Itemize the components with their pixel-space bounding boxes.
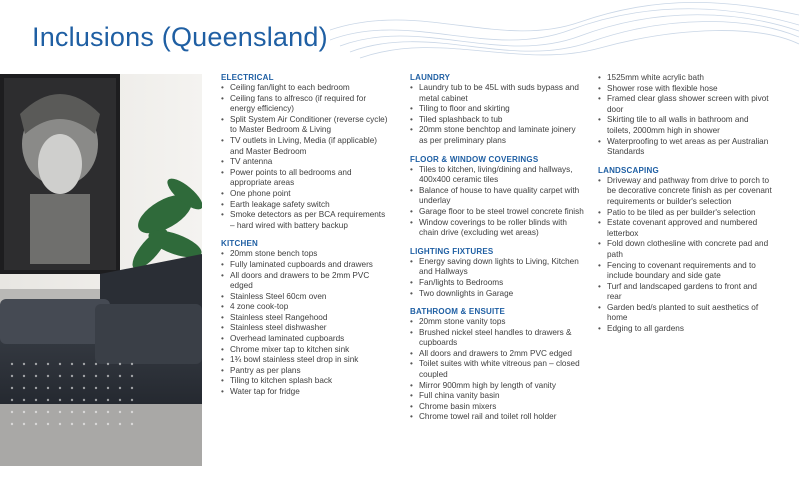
column-3 [598, 73, 773, 343]
list-item: • Stainless steel dishwasher [221, 323, 391, 334]
page-title: Inclusions (Queensland) [32, 22, 328, 52]
list-item: • Smoke detectors as per BCA requirements – hard wired with battery backup [221, 210, 391, 231]
list-item: • Laundry tub to be 45L with suds bypass and metal cabinet [410, 83, 585, 104]
list-item: • Ceiling fan/light to each bedroom [221, 83, 391, 94]
section-title: LIGHTING FIXTURES [410, 246, 494, 256]
list-item: • Pantry as per plans [221, 366, 391, 377]
list-item: • Garage floor to be steel trowel concrete finish [410, 207, 585, 218]
item-list [221, 83, 391, 231]
list-item: • All doors and drawers to be 2mm PVC edged [221, 271, 391, 292]
list-item: • Water tap for fridge [221, 387, 391, 398]
list-item: • 20mm stone bench tops [221, 249, 391, 260]
list-item: • Garden bed/s planted to suit aesthetics of home [598, 303, 773, 324]
list-item: • Stainless steel Rangehood [221, 313, 391, 324]
item-list [221, 249, 391, 397]
list-item: • Tiling to floor and skirting [410, 104, 585, 115]
living-room-photo [0, 74, 202, 466]
list-item: • Driveway and pathway from drive to porch to be decorative concrete finish as per covenant requirements or builder's selection [598, 176, 773, 208]
section-title: BATHROOM & ENSUITE [410, 307, 506, 317]
list-item: • Power points to all bedrooms and appropriate areas [221, 168, 391, 189]
item-list [598, 73, 773, 158]
section-bathroom [410, 307, 585, 423]
list-item: • Split System Air Conditioner (reverse cycle) to Master Bedroom & Living [221, 115, 391, 136]
list-item: • Overhead laminated cupboards [221, 334, 391, 345]
list-item: • Turf and landscaped gardens to front and rear [598, 282, 773, 303]
list-item: • Toilet suites with white vitreous pan – closed coupled [410, 359, 585, 380]
list-item: • Chrome towel rail and toilet roll holder [410, 412, 585, 423]
list-item: • One phone point [221, 189, 391, 200]
section-laundry [410, 73, 585, 147]
item-list [598, 176, 773, 335]
list-item: • Earth leakage safety switch [221, 200, 391, 211]
section-lighting [410, 247, 585, 299]
list-item: • Full china vanity basin [410, 391, 585, 402]
section-title: LANDSCAPING [598, 165, 659, 175]
column-2 [410, 73, 585, 431]
list-item: • 20mm stone vanity tops [410, 317, 585, 328]
list-item: • Window coverings to be roller blinds with chain drive (excluding wet areas) [410, 218, 585, 239]
list-item: • Stainless Steel 60cm oven [221, 292, 391, 303]
list-item: • Mirror 900mm high by length of vanity [410, 381, 585, 392]
list-item: • Edging to all gardens [598, 324, 773, 335]
list-item: • Brushed nickel steel handles to drawers & cupboards [410, 328, 585, 349]
list-item: • Two downlights in Garage [410, 289, 585, 300]
section-kitchen [221, 239, 391, 397]
section-electrical [221, 73, 391, 231]
item-list [410, 257, 585, 299]
list-item: • Patio to be tiled as per builder's selection [598, 208, 773, 219]
list-item: • Fan/lights to Bedrooms [410, 278, 585, 289]
list-item: • All doors and drawers to 2mm PVC edged [410, 349, 585, 360]
section-floor-window [410, 155, 585, 239]
list-item: • Fully laminated cupboards and drawers [221, 260, 391, 271]
item-list [410, 165, 585, 239]
list-item: • TV antenna [221, 157, 391, 168]
list-item: • Shower rose with flexible hose [598, 84, 773, 95]
section-title: KITCHEN [221, 239, 258, 249]
list-item: • Chrome mixer tap to kitchen sink [221, 345, 391, 356]
list-item: • Framed clear glass shower screen with pivot door [598, 94, 773, 115]
item-list [410, 83, 585, 147]
section-title: LAUNDRY [410, 73, 451, 82]
list-item: • Estate covenant approved and numbered letterbox [598, 218, 773, 239]
list-item: • 20mm stone benchtop and laminate joinery as per preliminary plans [410, 125, 585, 146]
list-item: • Skirting tile to all walls in bathroom and toilets, 2000mm high in shower [598, 115, 773, 136]
list-item: • 1¾ bowl stainless steel drop in sink [221, 355, 391, 366]
column-1 [221, 73, 391, 406]
list-item: • Balance of house to have quality carpet with underlay [410, 186, 585, 207]
list-item: • Ceiling fans to alfresco (if required for energy efficiency) [221, 94, 391, 115]
list-item: • 4 zone cook-top [221, 302, 391, 313]
list-item: • Tiling to kitchen splash back [221, 376, 391, 387]
list-item: • Fold down clothesline with concrete pad and path [598, 239, 773, 260]
section-landscaping [598, 166, 773, 335]
item-list [410, 317, 585, 423]
section-title: ELECTRICAL [221, 73, 274, 82]
list-item: • TV outlets in Living, Media (if applicable) and Master Bedroom [221, 136, 391, 157]
list-item: • Tiled splashback to tub [410, 115, 585, 126]
section-bathroom-continued [598, 73, 773, 158]
decorative-waves [330, 0, 799, 70]
list-item: • Fencing to covenant requirements and to include boundary and side gate [598, 261, 773, 282]
list-item: • Tiles to kitchen, living/dining and hallways, 400x400 ceramic tiles [410, 165, 585, 186]
list-item: • Chrome basin mixers [410, 402, 585, 413]
list-item: • 1525mm white acrylic bath [598, 73, 773, 84]
list-item: • Energy saving down lights to Living, Kitchen and Hallways [410, 257, 585, 278]
list-item: • Waterproofing to wet areas as per Australian Standards [598, 137, 773, 158]
section-title: FLOOR & WINDOW COVERINGS [410, 154, 539, 164]
